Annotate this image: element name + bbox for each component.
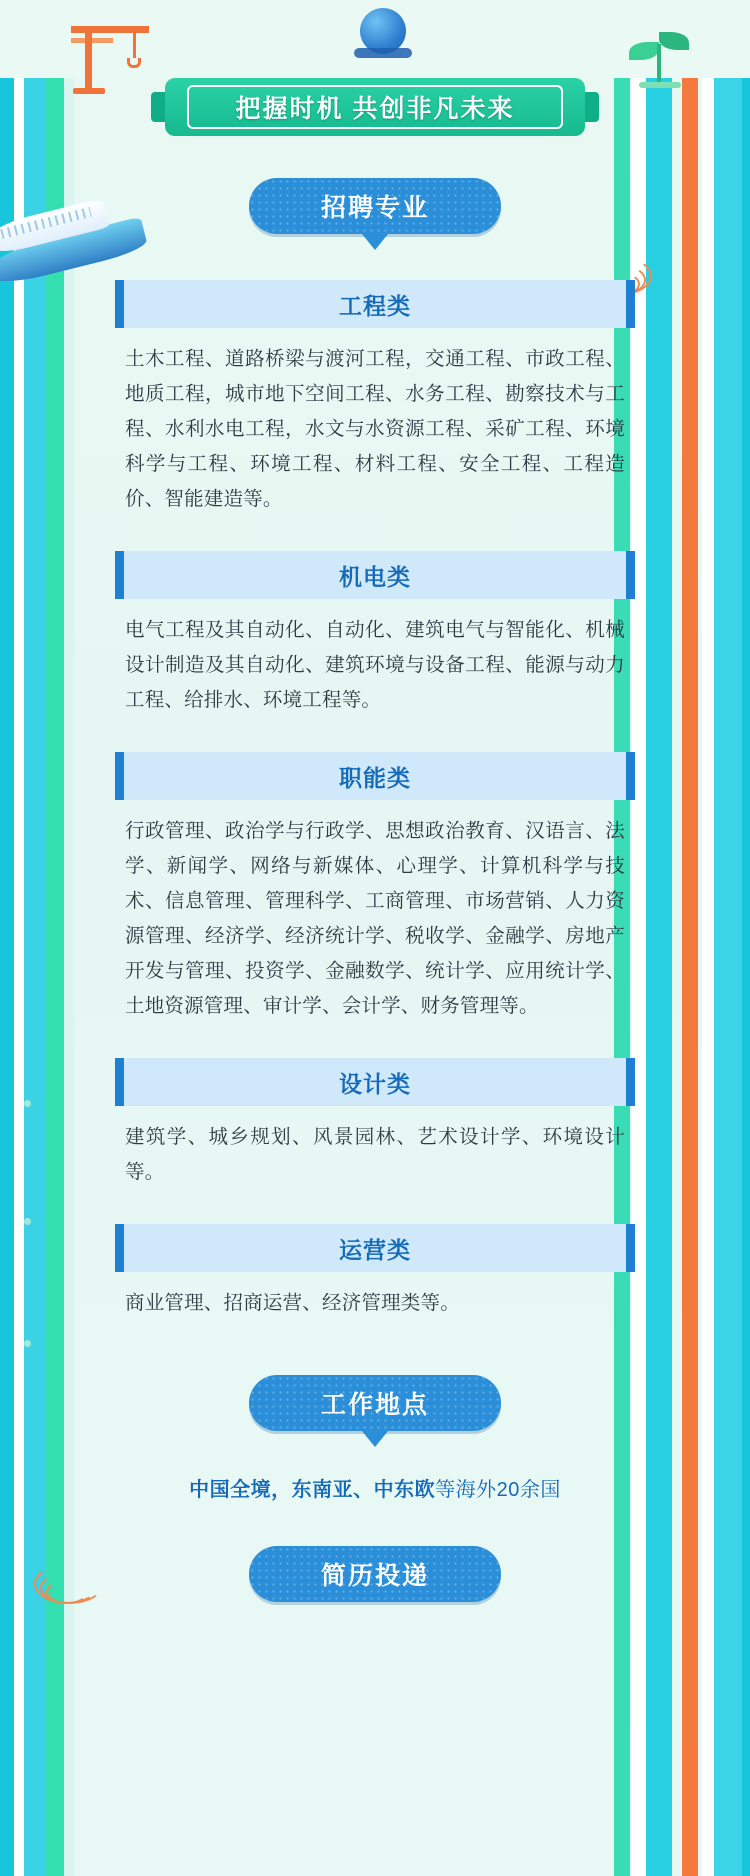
category-title: 机电类 [339,563,411,590]
category-bar [115,280,635,328]
ribbon-tail-right [583,92,599,122]
sprout-icon [625,26,695,90]
ribbon-frame [187,85,563,129]
category-bar [115,752,635,800]
category-body: 商业管理、招商运营、经济管理类等。 [125,1292,460,1314]
category-block-operations [0,1224,750,1321]
category-bar [115,551,635,599]
category-block-electromechanical [0,551,750,718]
section-pill-resume: 简历投递 [249,1546,501,1602]
poster-content [0,78,750,1602]
category-title: 职能类 [339,764,411,791]
category-block-engineering [0,280,750,517]
crane-icon [47,20,167,100]
pill-arrow-icon [362,1431,388,1447]
location-bold: 中国全境，东南亚、中东欧 [189,1479,436,1501]
category-body: 电气工程及其自动化、自动化、建筑电气与智能化、机械设计制造及其自动化、建筑环境与设备工程、能源与动力工程、给排水、环境工程等。 [125,619,625,711]
location-value [75,1473,675,1502]
category-bar [115,1224,635,1272]
banner-title: 把握时机 共创非凡未来 [235,95,515,123]
category-body: 土木工程、道路桥梁与渡河工程，交通工程、市政工程、地质工程，城市地下空间工程、水务工程、勘察技术与工程、水利水电工程，水文与水资源工程、采矿工程、环境科学与工程、环境工程、材料工程、安全工程、工程造价、智能建造等。 [125,348,625,510]
category-block-design [0,1058,750,1190]
header-banner [165,78,585,140]
category-title: 工程类 [339,292,411,319]
category-block-functional [0,752,750,1024]
category-title: 运营类 [339,1236,411,1263]
section-pill-location: 工作地点 [249,1375,501,1431]
category-body: 行政管理、政治学与行政学、思想政治教育、汉语言、法学、新闻学、网络与新媒体、心理学、计算机科学与技术、信息管理、管理科学、工商管理、市场营销、人力资源管理、经济学、经济统计学、税收学、金融学、房地产开发与管理、投资学、金融数学、统计学、应用统计学、土地资源管理、审计学、会计学、财务管理等。 [125,820,625,1017]
category-body: 建筑学、城乡规划、风景园林、艺术设计学、环境设计等。 [125,1126,625,1183]
category-title: 设计类 [339,1070,411,1097]
category-bar [115,1058,635,1106]
helmet-icon [360,8,406,54]
location-rest: 等海外20余国 [435,1479,561,1501]
section-pill-majors: 招聘专业 [249,178,501,234]
pill-arrow-icon [362,234,388,250]
